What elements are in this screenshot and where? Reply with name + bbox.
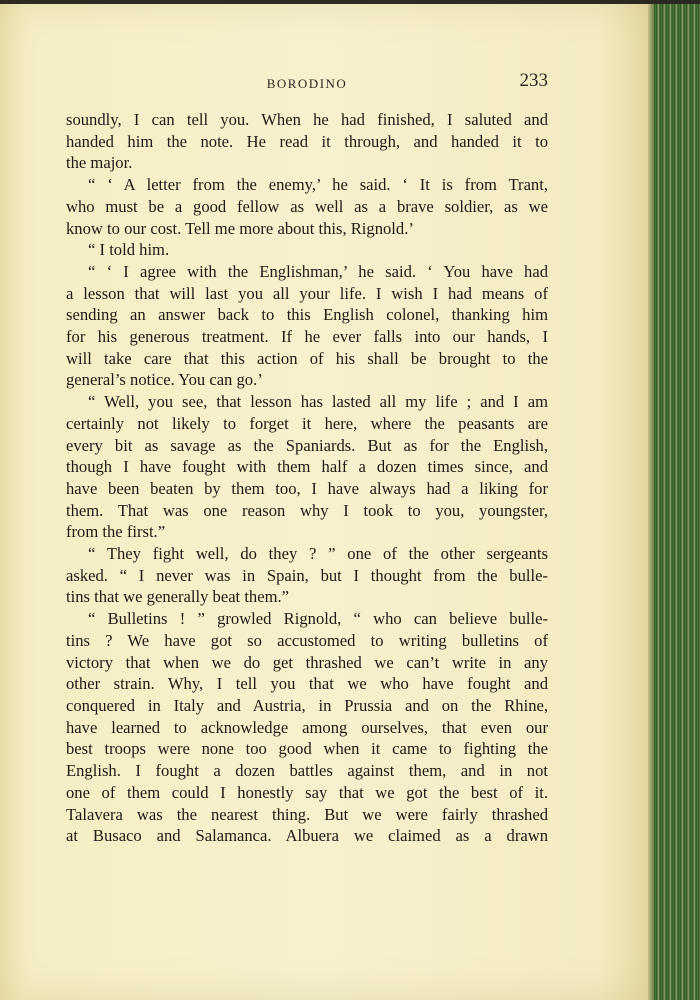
page-number: 233 xyxy=(519,70,548,91)
page-header xyxy=(66,70,548,96)
text-line: though I have fought with them half a dozen times since, and xyxy=(66,457,548,477)
text-line: sending an answer back to this English colonel, thanking him xyxy=(66,305,548,325)
text-line: will take care that this action of his shall be brought to the xyxy=(66,348,548,368)
text-line: who must be a good fellow as well as a brave soldier, as we xyxy=(66,196,548,216)
scan-top-border xyxy=(0,0,700,4)
text-line: from the first.” xyxy=(66,522,166,542)
text-line: have been beaten by them too, I have always had a liking for xyxy=(66,478,548,498)
text-line: soundly, I can tell you. When he had finished, I saluted and xyxy=(66,110,548,129)
text-line: every bit as savage as the Spaniards. But as for the English, xyxy=(66,435,548,455)
text-line: “ ‘ A letter from the enemy,’ he said. ‘ It is from Trant, xyxy=(88,175,548,195)
text-line: best troops were none too good when it came to fighting the xyxy=(66,739,548,759)
text-line: handed him the note. He read it through, and handed it to xyxy=(66,131,548,151)
text-line: at Busaco and Salamanca. Albuera we claimed as a drawn xyxy=(66,826,548,846)
running-head: BORODINO xyxy=(266,76,348,91)
text-line: tins ? We have got so accustomed to writing bulletins of xyxy=(66,630,548,650)
body-text xyxy=(66,109,548,847)
text-line: “ I told him. xyxy=(88,240,170,260)
text-line: for his generous treatment. If he ever falls into our hands, I xyxy=(66,327,548,347)
text-line: certainly not likely to forget it here, where the peasants are xyxy=(66,413,548,433)
book-page-edge xyxy=(648,0,700,1000)
text-line: Talavera was the nearest thing. But we were fairly thrashed xyxy=(66,804,548,824)
text-line: them. That was one reason why I took to you, youngster, xyxy=(66,500,548,520)
text-line: other strain. Why, I tell you that we who have fought and xyxy=(66,674,548,694)
text-line: “ They fight well, do they ? ” one of the other sergeants xyxy=(88,544,548,564)
text-line: asked. “ I never was in Spain, but I thought from the bulle- xyxy=(66,565,548,585)
text-line: English. I fought a dozen battles against them, and in not xyxy=(66,761,548,781)
text-line: one of them could I honestly say that we got the best of it. xyxy=(66,782,548,802)
text-line: have learned to acknowledge among ourselves, that even our xyxy=(66,717,548,737)
text-line: a lesson that will last you all your life. I wish I had means of xyxy=(66,283,548,303)
text-line: conquered in Italy and Austria, in Prussia and on the Rhine, xyxy=(66,695,548,715)
text-line: “ ‘ I agree with the Englishman,’ he said. ‘ You have had xyxy=(88,261,548,281)
text-line: “ Bulletins ! ” growled Rignold, “ who can believe bulle- xyxy=(88,609,548,629)
text-line: general’s notice. You can go.’ xyxy=(66,370,263,390)
text-line: victory that when we do get thrashed we can’t write in any xyxy=(66,652,548,672)
text-line: tins that we generally beat them.” xyxy=(66,587,290,607)
text-line: know to our cost. Tell me more about this, Rignold.’ xyxy=(66,218,414,238)
text-line: “ Well, you see, that lesson has lasted all my life ; and I am xyxy=(88,392,548,412)
text-line: the major. xyxy=(66,153,133,173)
